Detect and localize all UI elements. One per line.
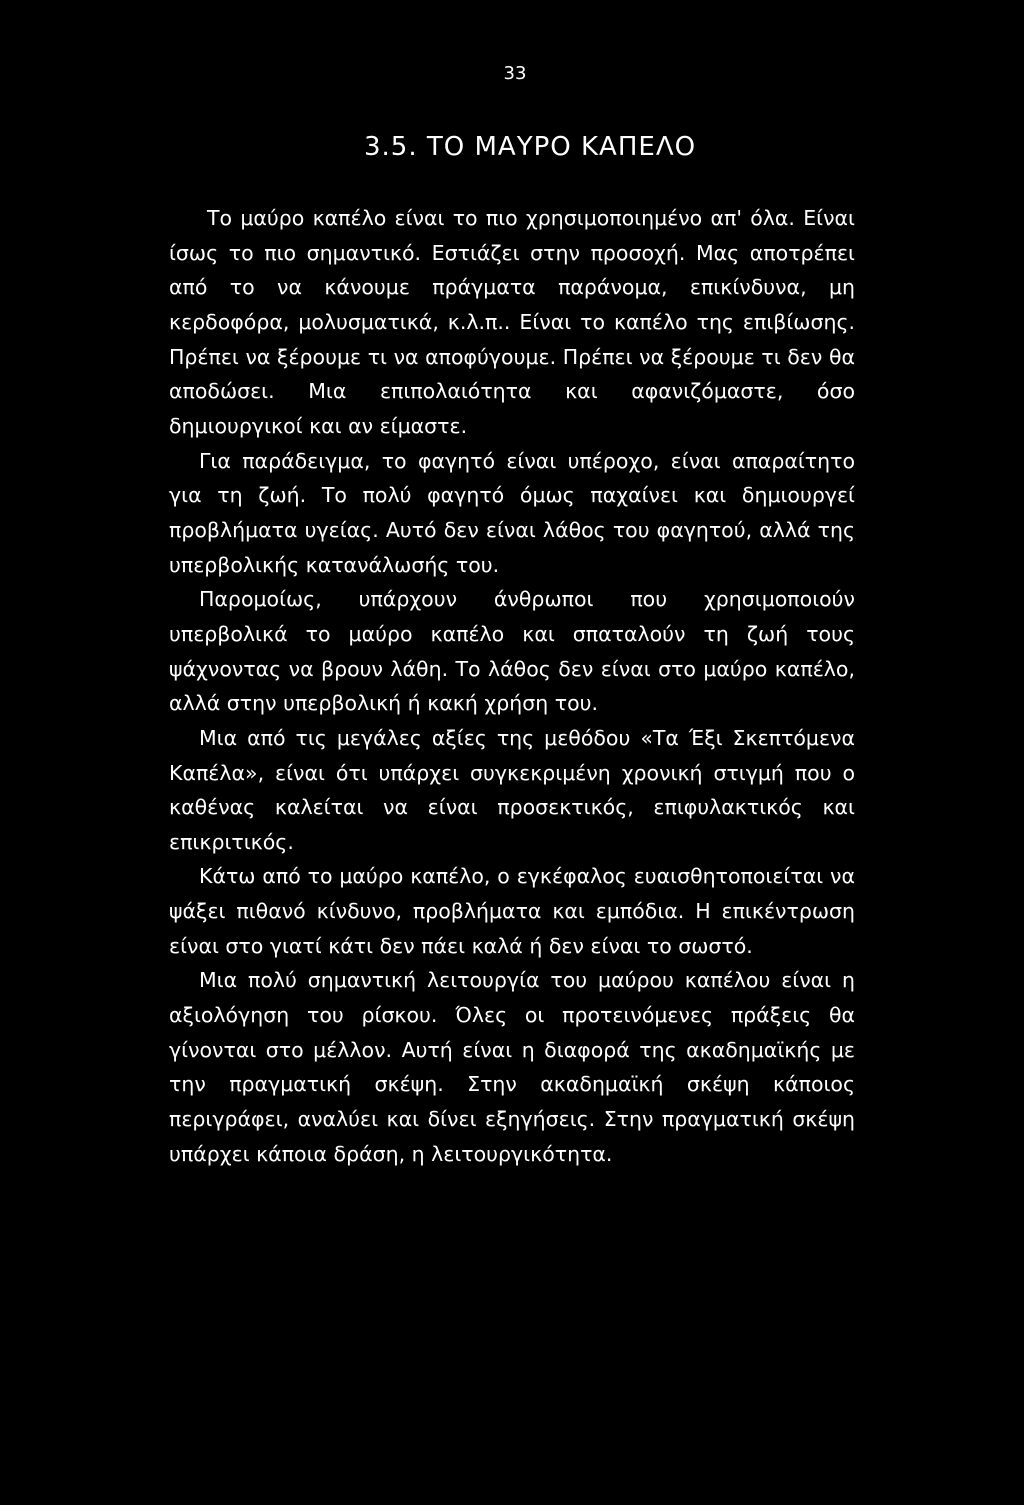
section-body xyxy=(169,201,855,1171)
paragraph-black-hat-intro: Το μαύρο καπέλο είναι το πιο χρησιμοποιημένο απ' όλα. Είναι ίσως το πιο σημαντικό. Εστιάζει στην προσοχή. Μας αποτρέπει από το να κάνουμε πράγματα παράνομα, επικίνδυνα, μη κερδοφόρα, μολυσματικά, κ.λ.π.. Είναι το καπέλο της επιβίωσης. Πρέπει να ξέρουμε τι να αποφύγουμε. Πρέπει να ξέρουμε τι δεν θα αποδώσει. Μια επιπολαιότητα και αφανιζόμαστε, όσο δημιουργικοί και αν είμαστε. xyxy=(169,206,855,438)
section-title: 3.5. ΤΟ ΜΑΥΡΟ ΚΑΠΕΛΟ xyxy=(364,132,697,162)
paragraph-food-example: Για παράδειγμα, το φαγητό είναι υπέροχο, είναι απαραίτητο για τη ζωή. Το πολύ φαγητό όμως παχαίνει και δημιουργεί προβλήματα υγείας. Αυτό δεν είναι λάθος του φαγητού, αλλά της υπερβολικής κατανάλωσής του. xyxy=(169,448,855,577)
paragraph-method-value: Μια από τις μεγάλες αξίες της μεθόδου «Τα Έξι Σκεπτόμενα Καπέλα», είναι ότι υπάρχει συγκεκριμένη χρονική στιγμή που ο καθένας καλείται να είναι προσεκτικός, επιφυλακτικός και επικριτικός. xyxy=(169,725,855,854)
paragraph-brain-sensitization: Κάτω από το μαύρο καπέλο, ο εγκέφαλος ευαισθητοποιείται να ψάξει πιθανό κίνδυνο, προβλήματα και εμπόδια. Η επικέντρωση είναι στο γιατί κάτι δεν πάει καλά ή δεν είναι το σωστό. xyxy=(169,864,855,958)
page-number: 33 xyxy=(503,63,527,84)
paragraph-risk-assessment: Μια πολύ σημαντική λειτουργία του μαύρου καπέλου είναι η αξιολόγηση του ρίσκου. Όλες οι προτεινόμενες πράξεις θα γίνονται στο μέλλον. Αυτή είναι η διαφορά της ακαδημαϊκής με την πραγματική σκέψη. Στην ακαδημαϊκή σκέψη κάποιος περιγράφει, αναλύει και δίνει εξηγήσεις. Στην πραγματική σκέψη υπάρχει κάποια δράση, η λειτουργικότητα. xyxy=(169,968,855,1166)
paragraph-overuse: Παρομοίως, υπάρχουν άνθρωποι που χρησιμοποιούν υπερβολικά το μαύρο καπέλο και σπαταλούν τη ζωή τους ψάχνοντας να βρουν λάθη. Το λάθος δεν είναι στο μαύρο καπέλο, αλλά στην υπερβολική ή κακή χρήση του. xyxy=(169,587,855,716)
